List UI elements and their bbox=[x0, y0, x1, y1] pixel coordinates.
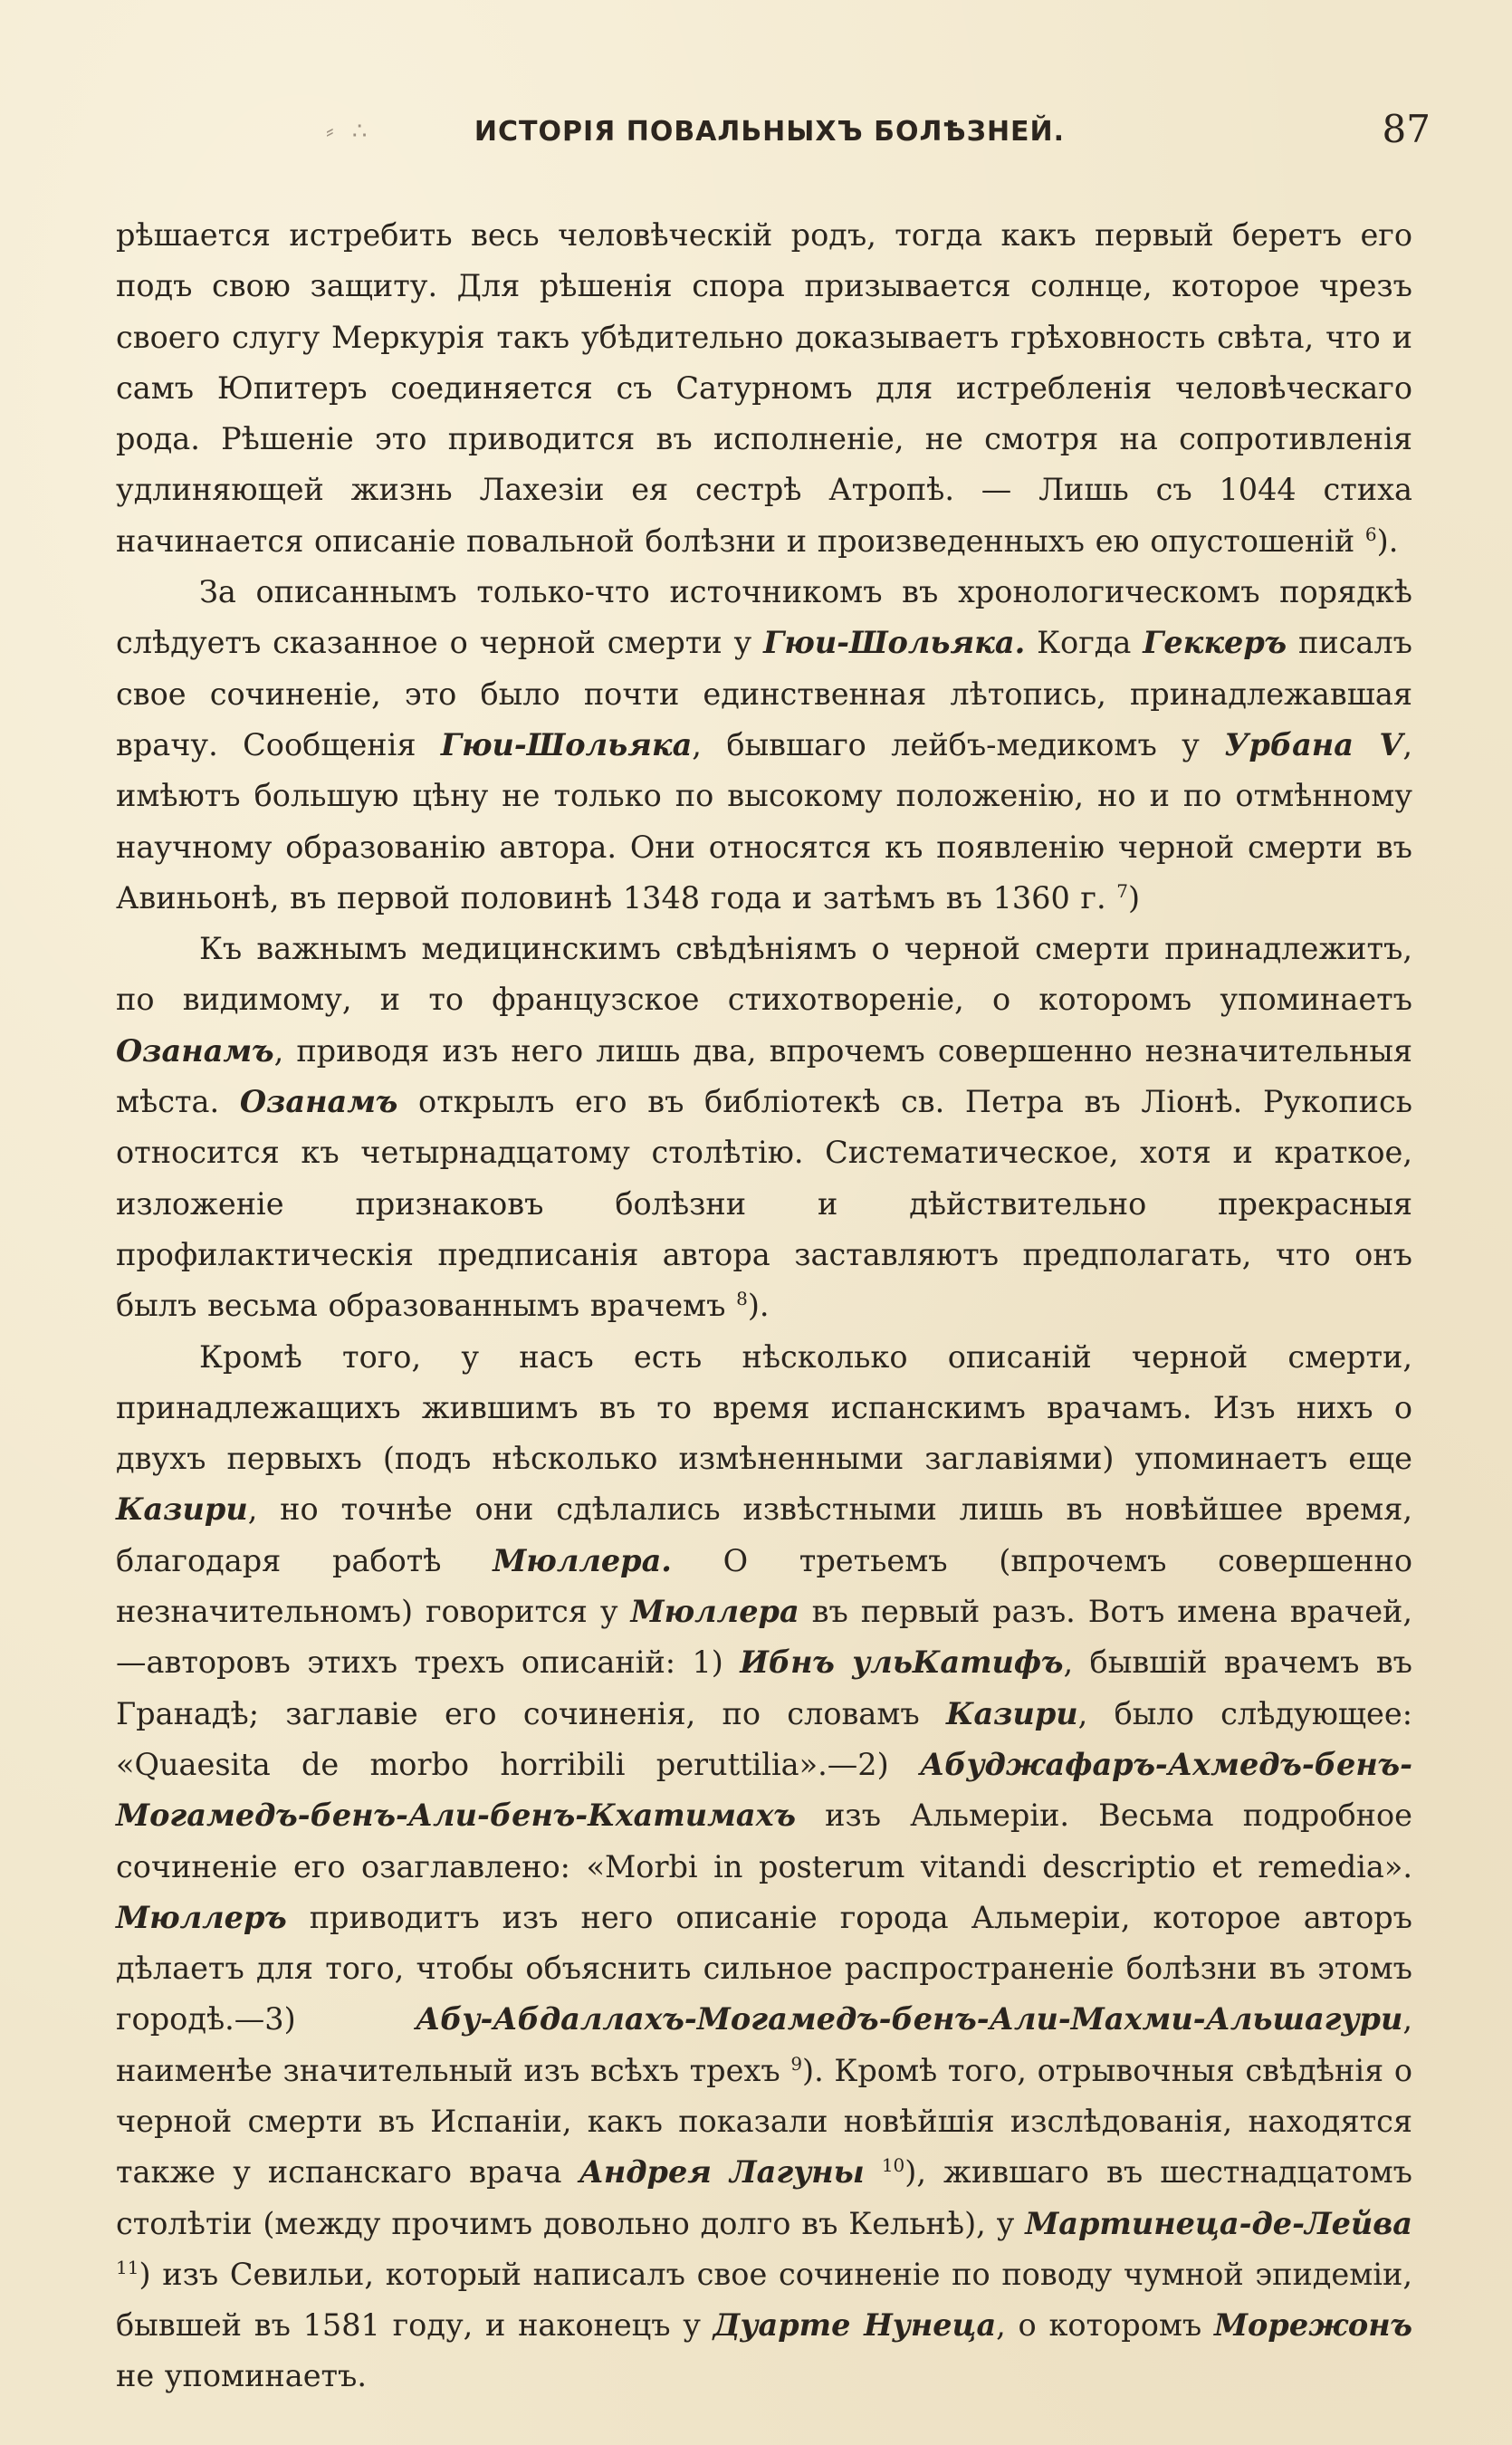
body-text bbox=[116, 210, 1412, 2402]
text-run: ). bbox=[747, 1288, 770, 1324]
text-run: , имѣютъ большую цѣну не только по высокому положенію, но и по отмѣнному научному образованію автора. Они относятся къ появленію черной смерти въ Авиньонѣ, въ первой половинѣ 1348 года и затѣмъ въ 1360 г. bbox=[116, 726, 1412, 916]
footnote-ref: 6 bbox=[1364, 523, 1377, 545]
text-run: Когда bbox=[1025, 625, 1144, 661]
text-run: ). bbox=[1376, 523, 1399, 559]
text-run: ), жившаго въ шестнадцатомъ столѣтіи (между прочимъ довольно долго въ Кельнѣ), у bbox=[116, 2154, 1412, 2241]
text-run: писалъ свое сочиненіе, это было почти единственная лѣтопись, принадлежавшая врачу. Сообщенія bbox=[116, 625, 1412, 762]
text-run: , но точнѣе они сдѣлались извѣстными лишь въ новѣйшее время, благодаря работѣ bbox=[116, 1491, 1412, 1578]
text-run: ) изъ Севильи, который написалъ свое сочиненіе по поводу чумной эпидеміи, бывшей въ 1581 году, и наконецъ у bbox=[116, 2256, 1412, 2344]
text-run: О третьемъ (впрочемъ совершенно незначительномъ) говорится у bbox=[116, 1542, 1413, 1630]
author-name: Озанамъ bbox=[116, 1032, 274, 1069]
author-name: Абу-Абдаллахъ-Могамедъ-бенъ-Али-Махми-Альшагури bbox=[415, 2001, 1403, 2038]
author-name: Казири bbox=[116, 1491, 248, 1528]
author-name: Мюллеръ bbox=[116, 1899, 287, 1935]
text-run: приводитъ изъ него описаніе города Альмеріи, которое авторъ дѣлаетъ для того, чтобы объяснить сильное распространеніе болѣзни въ этомъ городѣ.—3) bbox=[116, 1899, 1412, 2038]
paragraph bbox=[116, 567, 1412, 924]
text-run: , бывшаго лейбъ-медикомъ у bbox=[692, 726, 1225, 762]
paragraph bbox=[116, 924, 1412, 1331]
author-name: Мюллера bbox=[630, 1594, 799, 1630]
author-name: Мартинеца-де-Лейва bbox=[1025, 2205, 1412, 2241]
page-header bbox=[109, 107, 1431, 161]
author-name: Дуарте Нунеца bbox=[713, 2307, 997, 2344]
author-name: Абуджафаръ-Ахмедъ-бенъ-Могамедъ-бенъ-Али-бенъ-Кхатимахъ bbox=[116, 1746, 1412, 1834]
author-name: Гюи-Шольяка bbox=[440, 726, 693, 762]
text-run: ) bbox=[1128, 879, 1141, 916]
text-run: не упоминаетъ. bbox=[116, 2358, 368, 2394]
text-run: открылъ его въ библіотекѣ св. Петра въ Ліонѣ. Рукопись относится къ четырнадцатому столѣтію. Систематическое, хотя и краткое, изложеніе признаковъ болѣзни и дѣйствительно прекрасныя профилактическія предписанія автора заставляютъ предполагать, что онъ былъ весьма образованнымъ врачемъ bbox=[116, 1084, 1412, 1324]
text-run: , бывшій врачемъ въ Гранадѣ; заглавіе его сочиненія, по словамъ bbox=[116, 1644, 1412, 1731]
author-name: Морежонъ bbox=[1213, 2307, 1412, 2344]
text-run: Къ важнымъ медицинскимъ свѣдѣніямъ о черной смерти принадлежитъ, по видимому, и то французское стихотвореніе, о которомъ упоминаетъ bbox=[116, 931, 1412, 1018]
text-run: изъ Альмеріи. Весьма подробное сочиненіе его озаглавлено: «Morbi in posterum vitandi descriptio et remedia». bbox=[116, 1798, 1412, 1884]
author-name: Казири bbox=[945, 1695, 1078, 1731]
text-run: въ первый разъ. Вотъ имена врачей,—авторовъ этихъ трехъ описаній: 1) bbox=[116, 1594, 1412, 1681]
footnote-ref: 10 bbox=[881, 2154, 905, 2177]
footnote-ref: 8 bbox=[736, 1288, 748, 1310]
text-run bbox=[865, 2154, 882, 2190]
text-run: , о которомъ bbox=[996, 2307, 1214, 2344]
text-run: рѣшается истребить весь человѣческій родъ, тогда какъ первый беретъ его подъ свою защиту. Для рѣшенія спора призывается солнце, которое чрезъ своего слугу Меркурія такъ убѣдительно доказываетъ грѣховность свѣта, что и самъ Юпитеръ соединяется съ Сатурномъ для истребленія человѣческаго рода. Рѣшеніе это приводится въ исполненіе, не смотря на сопротивленія удлиняющей жизнь Лахезіи ея сестрѣ Атропѣ. — Лишь съ 1044 стиха начинается описаніе повальной болѣзни и произведенныхъ ею опустошеній bbox=[116, 217, 1412, 559]
text-run: , было слѣдующее: «Quaesita de morbo horribili peruttilia».—2) bbox=[116, 1695, 1412, 1782]
footnote-ref: 7 bbox=[1116, 879, 1129, 902]
text-run: За описаннымъ только-что источникомъ въ хронологическомъ порядкѣ слѣдуетъ сказанное о черной смерти у bbox=[116, 574, 1412, 661]
author-name: Урбана V bbox=[1224, 726, 1403, 762]
text-run: , приводя изъ него лишь два, впрочемъ совершенно незначительныя мѣста. bbox=[116, 1032, 1412, 1120]
footnote-ref: 9 bbox=[790, 2052, 803, 2075]
paragraph bbox=[116, 210, 1412, 567]
footnote-ref: 11 bbox=[116, 2256, 139, 2278]
author-name: Андрея Лагуны bbox=[579, 2154, 865, 2191]
text-run: Кромѣ того, у насъ есть нѣсколько описаній черной смерти, принадлежащихъ жившимъ въ то время испанскимъ врачамъ. Изъ нихъ о двухъ первыхъ (подъ нѣсколько измѣненными заглавіями) упоминаетъ еще bbox=[116, 1338, 1412, 1477]
paragraph bbox=[116, 1332, 1412, 2402]
author-name: Мюллера. bbox=[493, 1542, 672, 1578]
author-name: Озанамъ bbox=[239, 1084, 398, 1120]
running-title: ИСТОРІЯ ПОВАЛЬНЫХЪ БОЛѢЗНЕЙ. bbox=[474, 116, 1066, 148]
text-run: , наименѣе значительный изъ всѣхъ трехъ bbox=[116, 2001, 1412, 2088]
author-name: Ибнъ ульКатифъ bbox=[740, 1644, 1064, 1681]
printer-marks: ⸗ ∴ bbox=[326, 118, 373, 145]
author-name: Геккеръ bbox=[1143, 625, 1287, 661]
page-number: 87 bbox=[1382, 107, 1431, 151]
author-name: Гюи-Шольяка. bbox=[763, 625, 1026, 661]
text-run: ). Кромѣ того, отрывочныя свѣдѣнія о черной смерти въ Испаніи, какъ показали новѣйшія изслѣдованія, находятся также у испанскаго врача bbox=[116, 2052, 1412, 2191]
